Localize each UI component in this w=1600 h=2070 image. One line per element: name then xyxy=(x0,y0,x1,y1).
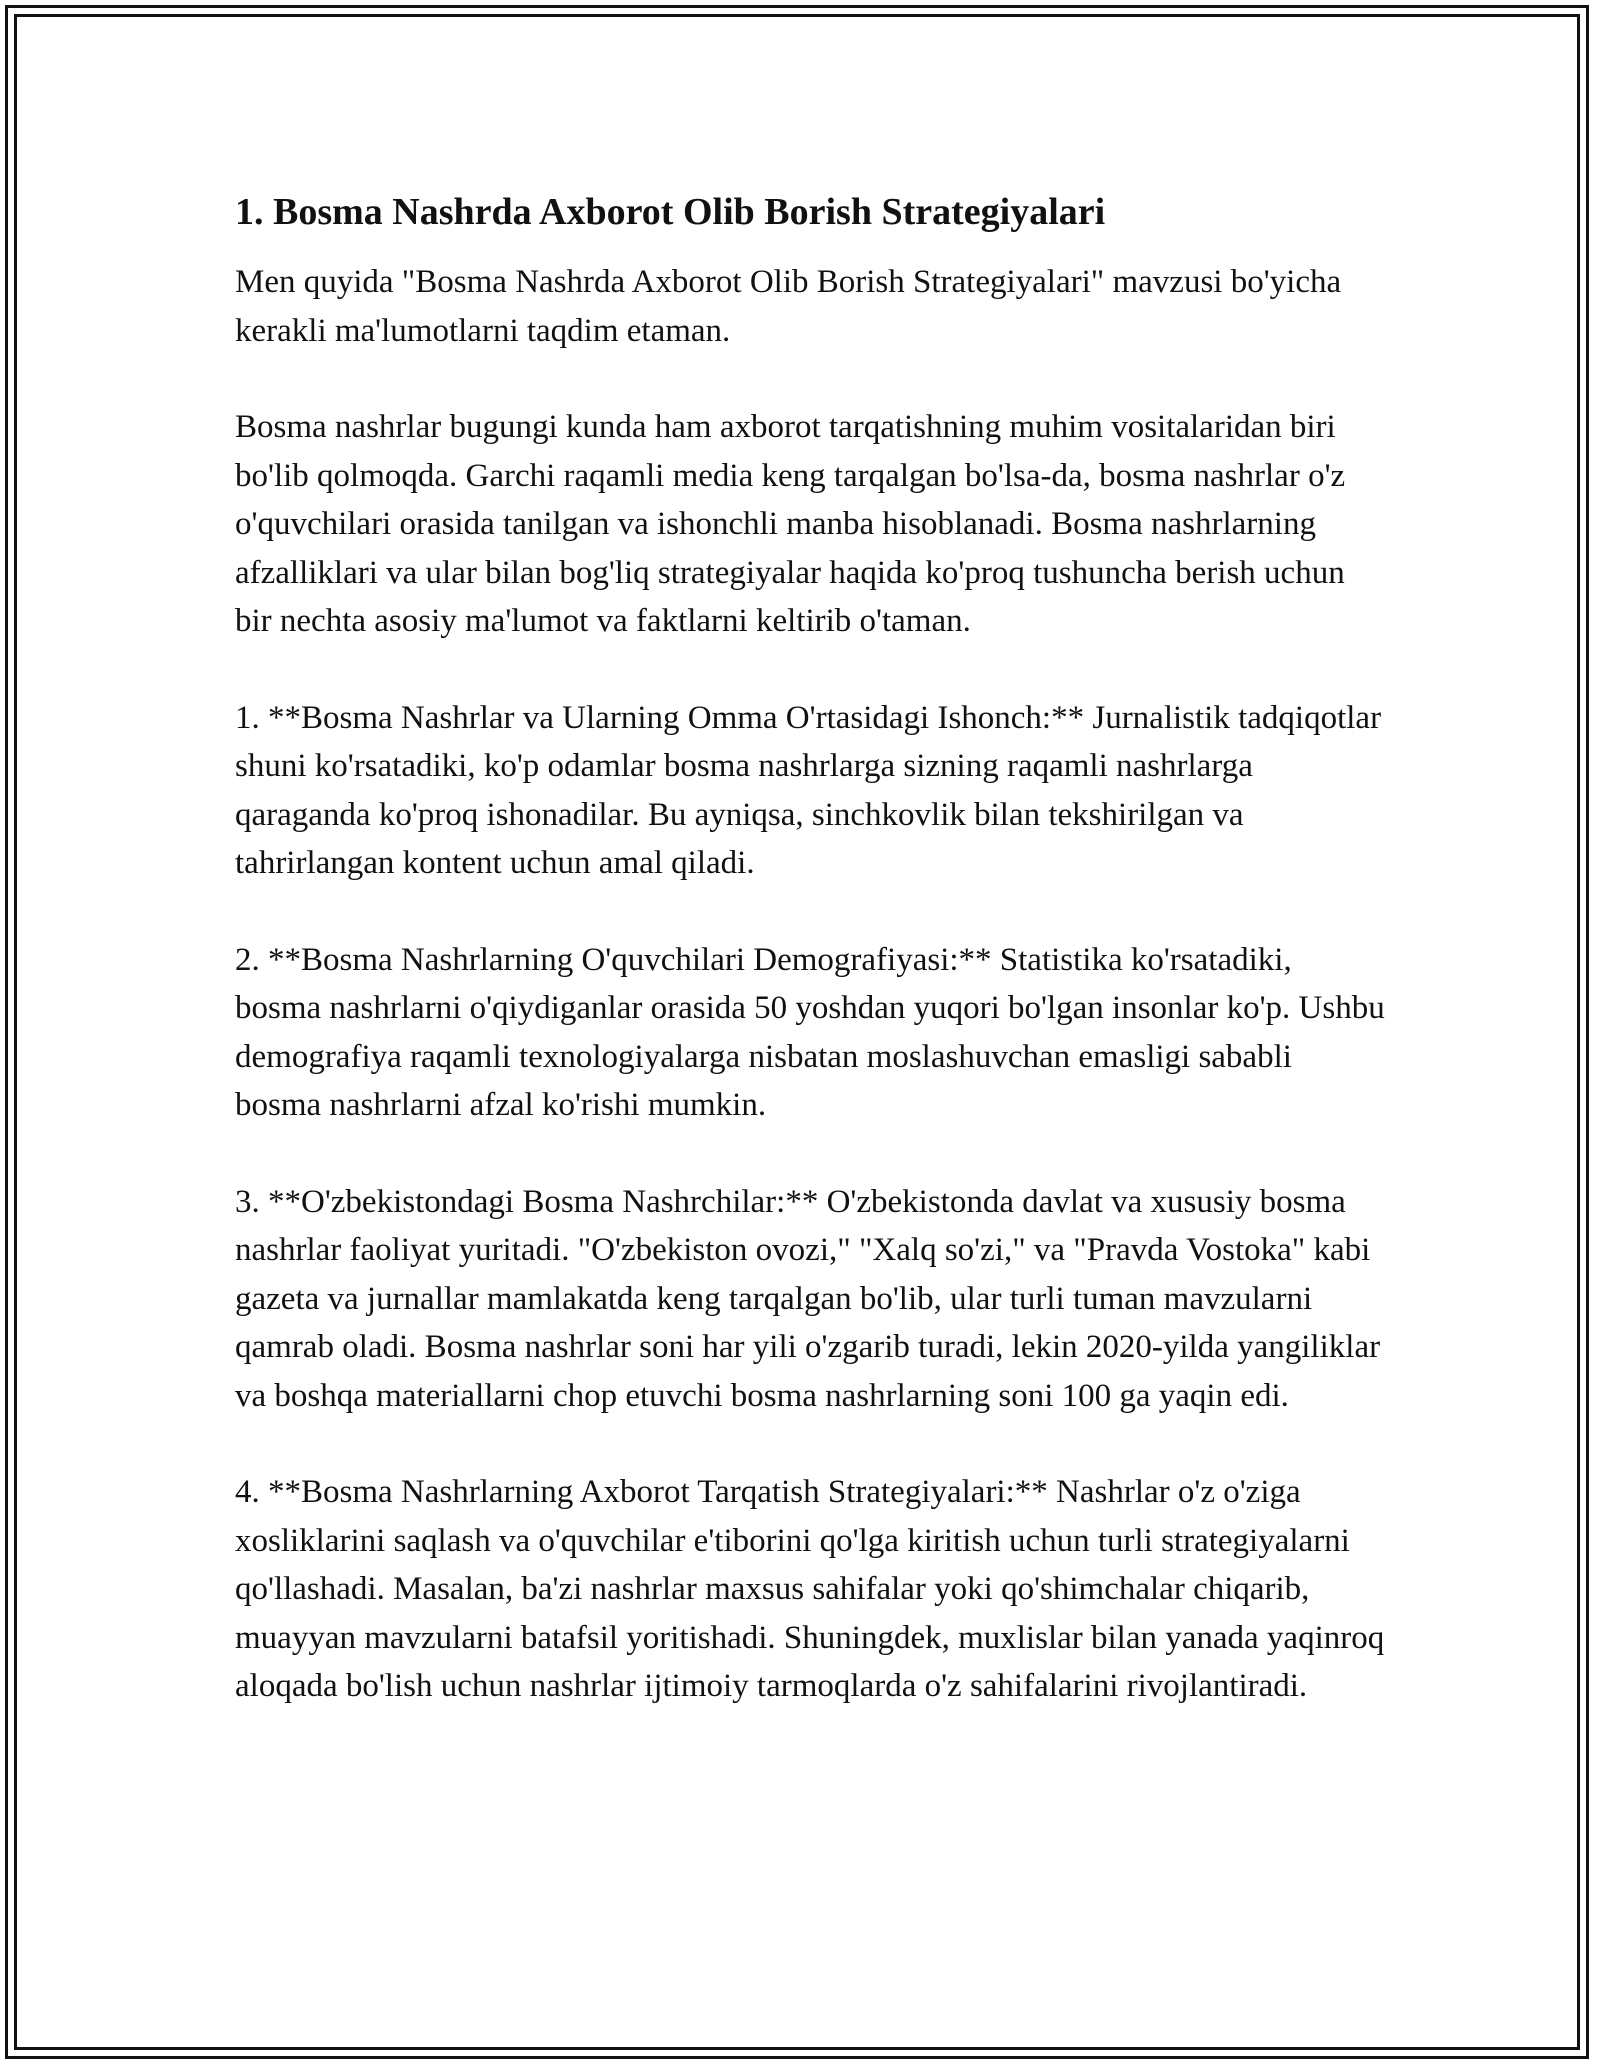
document-title: 1. Bosma Nashrda Axborot Olib Borish Strategiyalari xyxy=(235,191,1106,233)
document-body xyxy=(235,186,1385,1711)
point-1-paragraph: 1. **Bosma Nashrlar va Ularning Omma O'rtasidagi Ishonch:** Jurnalistik tadqiqotlar shuni ko'rsatadiki, ko'p odamlar bosma nashrlarga sizning raqamli nashrlarga qaraganda ko'proq ishonadilar. Bu ayniqsa, sinchkovlik bilan tekshirilgan va tahrirlangan kontent uchun amal qiladi. xyxy=(235,699,1382,881)
point-4-paragraph: 4. **Bosma Nashrlarning Axborot Tarqatish Strategiyalari:** Nashrlar o'z o'ziga xosliklarini saqlash va o'quvchilar e'tiborini qo'lga kiritish uchun turli strategiyalarni qo'llashadi. Masalan, ba'zi nashrlar maxsus sahifalar yoki qo'shimchalar chiqarib, muayyan mavzularni batafsil yoritishadi. Shuningdek, muxlislar bilan yanada yaqinroq aloqada bo'lish uchun nashrlar ijtimoiy tarmoqlarda o'z sahifalarini rivojlantiradi. xyxy=(235,1474,1385,1704)
point-3-paragraph: 3. **O'zbekistondagi Bosma Nashrchilar:** O'zbekistonda davlat va xususiy bosma nashrlar faoliyat yuritadi. "O'zbekiston ovozi," "Xalq so'zi," va "Pravda Vostoka" kabi gazeta va jurnallar mamlakatda keng tarqalgan bo'lib, ular turli tuman mavzularni qamrab oladi. Bosma nashrlar soni har yili o'zgarib turadi, lekin 2020-yilda yangiliklar va boshqa materiallarni chop etuvchi bosma nashrlarning soni 100 ga yaqin edi. xyxy=(235,1183,1381,1414)
intro-paragraph: Men quyida "Bosma Nashrda Axborot Olib Borish Strategiyalari" mavzusi bo'yicha kerakli ma'lumotlarni taqdim etaman. xyxy=(235,264,1342,349)
overview-paragraph: Bosma nashrlar bugungi kunda ham axborot tarqatishning muhim vositalaridan biri bo'lib qolmoqda. Garchi raqamli media keng tarqalgan bo'lsa-da, bosma nashrlar o'z o'quvchilari orasida tanilgan va ishonchli manba hisoblanadi. Bosma nashrlarning afzalliklari va ular bilan bog'liq strategiyalar haqida ko'proq tushuncha berish uchun bir nechta asosiy ma'lumot va faktlarni keltirib o'taman. xyxy=(235,409,1346,639)
point-2-paragraph: 2. **Bosma Nashrlarning O'quvchilari Demografiyasi:** Statistika ko'rsatadiki, bosma nashrlarni o'qiydiganlar orasida 50 yoshdan yuqori bo'lgan insonlar ko'p. Ushbu demografiya raqamli texnologiyalarga nisbatan moslashuvchan emasligi sababli bosma nashrlarni afzal ko'rishi mumkin. xyxy=(235,941,1385,1123)
